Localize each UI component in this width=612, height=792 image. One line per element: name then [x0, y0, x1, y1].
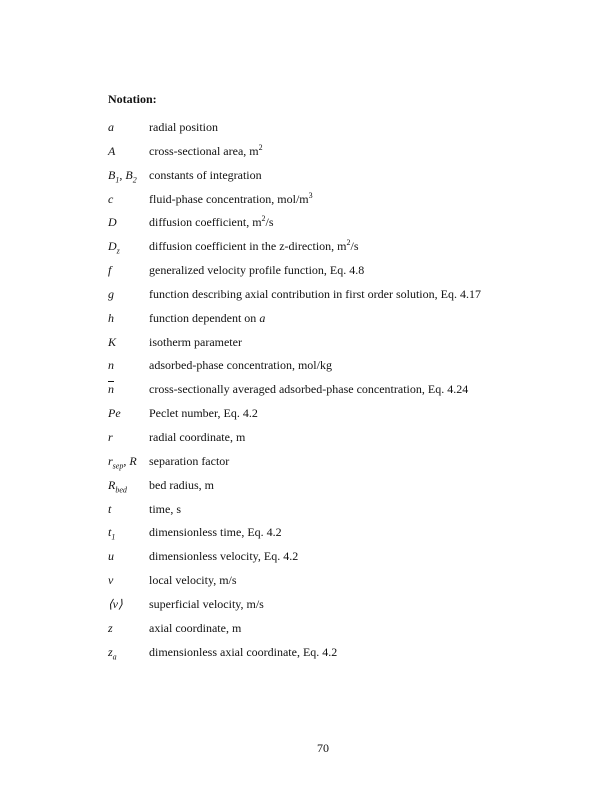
notation-symbol — [108, 191, 113, 207]
symbol-main: R — [108, 477, 116, 492]
description-text: bed radius, m — [149, 477, 214, 492]
symbol-main: K — [108, 334, 117, 349]
notation-description — [149, 620, 241, 636]
symbol-main: B — [108, 167, 116, 182]
notation-symbol — [108, 238, 120, 254]
notation-description — [149, 596, 264, 612]
description-superscript: 2 — [261, 214, 266, 224]
notation-symbol — [108, 334, 116, 350]
description-text: axial coordinate, m — [149, 620, 242, 635]
description-text: fluid-phase concentration, mol/m — [149, 191, 309, 206]
notation-description — [149, 119, 218, 135]
symbol-tail: , B — [119, 167, 133, 182]
notation-symbol — [108, 143, 115, 159]
description-text: function dependent on — [149, 310, 260, 325]
notation-description — [149, 524, 282, 540]
notation-symbol — [108, 644, 117, 660]
description-text: dimensionless axial coordinate, Eq. 4.2 — [149, 644, 338, 659]
symbol-main: h — [108, 310, 114, 325]
description-text: cross-sectional area, m — [149, 143, 259, 158]
symbol-tail: , R — [123, 453, 137, 468]
description-text: superficial velocity, m/s — [149, 596, 264, 611]
description-text: function describing axial contribution in first order solution, Eq. 4.17 — [149, 286, 481, 301]
notation-symbol — [108, 477, 127, 493]
description-text: time, s — [149, 501, 181, 516]
description-text: adsorbed-phase concentration, mol/kg — [149, 358, 332, 373]
description-text: radial coordinate, m — [149, 429, 246, 444]
symbol-main: $\overline{n}$ — [108, 382, 114, 397]
symbol-main: r — [108, 429, 113, 444]
symbol-main: t — [108, 501, 112, 516]
notation-symbol — [108, 596, 123, 612]
notation-description — [149, 453, 229, 469]
page-number: 70 — [317, 741, 329, 755]
notation-symbol — [108, 501, 111, 517]
symbol-main: D — [108, 239, 117, 254]
notation-description — [149, 381, 468, 397]
symbol-main: D — [108, 215, 117, 230]
symbol-main: f — [108, 263, 112, 278]
notation-symbol — [108, 119, 114, 135]
description-text: radial position — [149, 120, 218, 134]
symbol-subscript: 2 — [132, 175, 137, 185]
description-text: generalized velocity profile function, Eq. 4.8 — [149, 263, 365, 278]
description-text: dimensionless time, Eq. 4.2 — [149, 525, 282, 540]
notation-description — [149, 262, 364, 278]
notation-description — [149, 548, 298, 564]
notation-description — [149, 357, 332, 373]
description-tail: /s — [350, 239, 359, 254]
description-tail: /s — [265, 215, 274, 230]
symbol-main: t — [108, 525, 112, 540]
symbol-subscript: 1 — [111, 532, 116, 542]
symbol-main: u — [108, 549, 114, 564]
description-text: diffusion coefficient in the z-direction, m — [149, 239, 347, 254]
notation-description — [149, 572, 237, 588]
notation-description — [149, 405, 258, 421]
notation-heading: Notation: — [108, 92, 157, 106]
description-text: cross-sectionally averaged adsorbed-phase concentration, Eq. 4.24 — [149, 382, 469, 397]
notation-description — [149, 429, 245, 445]
description-text: isotherm parameter — [149, 334, 242, 349]
symbol-main: ⟨v⟩ — [108, 596, 123, 611]
notation-description — [149, 310, 265, 326]
description-text: dimensionless velocity, Eq. 4.2 — [149, 549, 299, 564]
description-superscript: 3 — [308, 190, 313, 200]
notation-symbol — [108, 453, 137, 469]
symbol-subscript: sep — [112, 461, 124, 471]
notation-description — [149, 644, 337, 660]
symbol-main: v⃗ — [108, 573, 123, 588]
symbol-main: a — [108, 120, 114, 134]
notation-description — [149, 501, 181, 517]
symbol-subscript: 1 — [115, 175, 120, 185]
notation-description — [149, 477, 214, 493]
symbol-main: n — [108, 358, 114, 373]
notation-symbol — [108, 357, 114, 373]
notation-symbol — [108, 214, 117, 230]
symbol-subscript: a — [112, 651, 117, 661]
description-italic: a — [259, 310, 266, 325]
notation-description — [149, 143, 263, 159]
description-superscript: 2 — [258, 142, 263, 152]
notation-description — [149, 167, 262, 183]
notation-symbol — [108, 286, 114, 302]
description-text: Peclet number, Eq. 4.2 — [149, 406, 258, 421]
symbol-main: z — [108, 644, 113, 659]
symbol-subscript: bed — [115, 485, 127, 495]
description-text: local velocity, m/s — [149, 573, 237, 588]
notation-symbol — [108, 620, 113, 636]
symbol-main: r — [108, 453, 113, 468]
notation-symbol — [108, 572, 123, 588]
notation-symbol — [108, 405, 121, 421]
notation-description — [149, 286, 481, 302]
notation-description — [149, 238, 359, 254]
symbol-main: Pe — [108, 406, 121, 421]
symbol-main: z — [108, 620, 113, 635]
symbol-main: c — [108, 191, 114, 206]
notation-description — [149, 191, 313, 207]
notation-symbol — [108, 262, 111, 278]
symbol-main: A — [108, 143, 116, 158]
description-superscript: 2 — [346, 238, 351, 248]
notation-symbol — [108, 429, 113, 445]
notation-symbol — [108, 548, 114, 564]
notation-symbol — [108, 310, 114, 326]
notation-description — [149, 214, 274, 230]
description-text: diffusion coefficient, m — [149, 215, 262, 230]
symbol-main: g — [108, 286, 114, 301]
description-text: separation factor — [149, 453, 230, 468]
notation-description — [149, 334, 242, 350]
symbol-subscript: z — [116, 246, 120, 256]
notation-symbol — [108, 381, 114, 397]
description-text: constants of integration — [149, 167, 262, 182]
notation-symbol — [108, 524, 115, 540]
notation-symbol — [108, 167, 137, 183]
